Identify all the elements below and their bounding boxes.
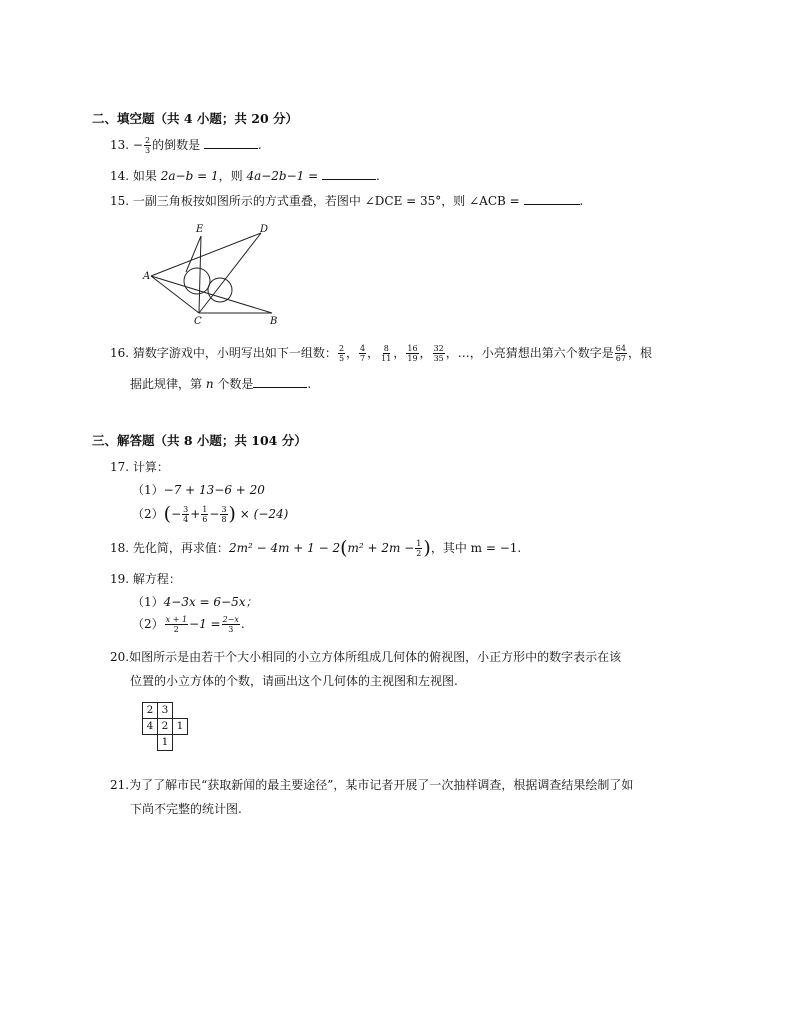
question-19-part-2: （2） $\frac{x + 1}{2}$ −1 = $\frac{2-x}{3}$ .	[132, 615, 245, 634]
sixth-fraction: $\frac{64}{67}$	[615, 344, 626, 363]
question-number: 20.	[110, 650, 130, 664]
question-text: 如果	[132, 169, 157, 183]
question-19-part-1: （1）4−3x = 6−5x；	[132, 595, 258, 609]
answer-blank[interactable]	[322, 167, 376, 180]
question-19: 19. 解方程：	[110, 572, 181, 586]
question-18: 18. 先化简，再求值：2m² − 4m + 1 − 2(m² + 2m − $\frac{1}{2}$ )，其中 m = −1.	[110, 537, 522, 559]
question-17-part-1: （1）−7 + 13−6 + 20	[132, 483, 265, 497]
question-text: 一副三角板按如图所示的方式重叠，若图中 ∠DCE = 35°，则 ∠ACB =	[132, 194, 520, 208]
grid-cell: 2	[158, 719, 173, 735]
question-text: 的倒数是	[152, 138, 201, 152]
question-17: 17. 计算：	[110, 460, 169, 474]
question-text: 猜数字游戏中，小明写出如下一组数：	[132, 346, 337, 360]
label-a: A	[143, 271, 151, 282]
question-16-line2: 据此规律，第 n 个数是 .	[130, 377, 312, 391]
grid-cell: 2	[143, 703, 158, 719]
question-14: 14. 如果 2a−b = 1，则 4a−2b−1 = .	[110, 169, 380, 183]
triangle-rulers-figure	[140, 220, 290, 330]
question-20-line2: 位置的小立方体的个数，请画出这个几何体的主视图和左视图.	[130, 674, 458, 688]
fraction: $\frac{2}{3}$	[144, 136, 151, 155]
question-number: 13.	[110, 138, 130, 152]
section-title-fill-in: 二、填空题（共 4 小题；共 20 分）	[92, 111, 299, 126]
grid-cell: 1	[158, 735, 173, 751]
sequence-fraction-5: $\frac{32}{35}$	[433, 344, 444, 363]
question-number: 19.	[110, 572, 130, 586]
top-view-grid	[142, 702, 188, 751]
question-number: 15.	[110, 194, 130, 208]
label-d: D	[260, 224, 269, 235]
question-number: 16.	[110, 346, 130, 360]
grid-cell: 1	[173, 719, 188, 735]
sequence-fraction-4: $\frac{16}{19}$	[407, 344, 418, 363]
negative-sign: −	[132, 138, 143, 152]
question-20: 20.如图所示是由若干个大小相同的小立方体所组成几何体的俯视图，小正方形中的数字表示在该	[110, 650, 622, 664]
question-number: 18.	[110, 541, 130, 555]
sequence-fraction-3: $\frac{8}{11}$	[381, 344, 392, 363]
label-c: C	[194, 316, 202, 327]
label-e: E	[196, 224, 204, 235]
target-expr: 4a−2b−1 =	[246, 169, 319, 183]
sequence-fraction-1: $\frac{2}{5}$	[338, 344, 345, 363]
question-16: 16. 猜数字游戏中，小明写出如下一组数： $\frac{2}{5}$ ， $\frac{4}{7}$ ， $\frac{8}{11}$ ， $\frac{16}{19}$ ， $\frac{32}{35}$ ，…，小亮猜想出第六个数字是 $\frac{64}{67}$ ，根	[110, 344, 652, 363]
question-number: 17.	[110, 460, 130, 474]
question-21-line2: 下尚不完整的统计图.	[130, 802, 242, 816]
answer-blank[interactable]	[204, 136, 258, 149]
question-13: 13. − $\frac{2}{3}$ 的倒数是 .	[110, 136, 262, 155]
question-number: 14.	[110, 169, 130, 183]
condition-expr: 2a−b = 1	[160, 169, 219, 183]
sequence-fraction-2: $\frac{4}{7}$	[360, 344, 366, 363]
grid-cell: 4	[143, 719, 158, 735]
question-15: 15. 一副三角板按如图所示的方式重叠，若图中 ∠DCE = 35°，则 ∠ACB = .	[110, 194, 584, 208]
question-17-part-2: （2）(− $\frac{3}{4}$ + $\frac{1}{6}$ − $\frac{3}{8}$ ) × (−24)	[132, 503, 289, 525]
label-b: B	[270, 316, 278, 327]
question-number: 21.	[110, 778, 130, 792]
answer-blank[interactable]	[524, 192, 580, 205]
section-title-answer: 三、解答题（共 8 小题；共 104 分）	[92, 433, 307, 448]
grid-cell: 3	[158, 703, 173, 719]
question-21: 21.为了了解市民“获取新闻的最主要途径”，某市记者开展了一次抽样调查，根据调查结果绘制了如	[110, 778, 634, 792]
answer-blank[interactable]	[253, 375, 307, 388]
